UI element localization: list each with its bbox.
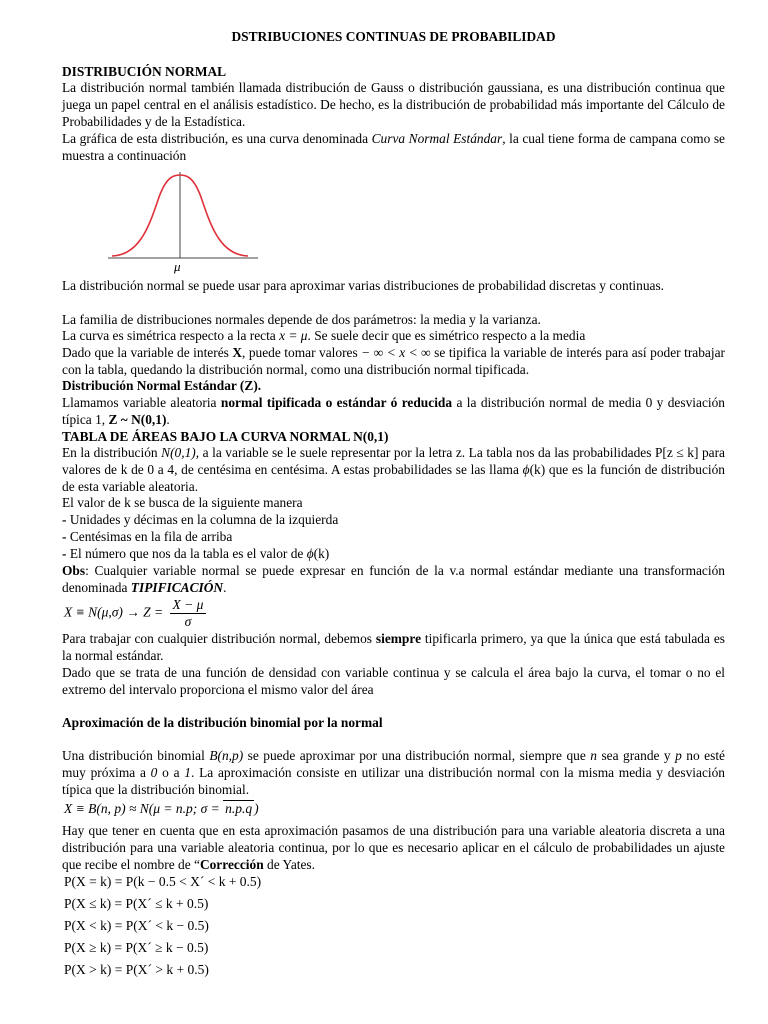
- paragraph-yates-correction: Hay que tener en cuenta que en esta aproximación pasamos de una distribución para una variable aleatoria discreta a una distribución para una variable aleatoria continua, por lo que es necesario aplicar en el cálculo de probabilidades un ajuste que recibe el nombre de “Corrección de Yates.: [62, 823, 725, 872]
- paragraph-variable-of-interest: Dado que la variable de interés X, puede tomar valores − ∞ < x < ∞ se tipifica la variable de interés para así poder trabajar con la tabla, quedando la distribución normal, como una distribución normal tipificada.: [62, 345, 725, 377]
- paragraph-observation: Obs: Cualquier variable normal se puede expresar en función de la v.a normal estándar mediante una transformación denominada TIPIFICACIÓN.: [62, 563, 725, 595]
- formula-yates-greater-equal: P(X ≥ k) = P(X´ ≥ k − 0.5): [64, 940, 209, 955]
- paragraph-continuous-area: Dado que se trata de una función de densidad con variable continua y se calcula el área bajo la curva, el tomar o no el extremo del intervalo proporciona el mismo valor del área: [62, 665, 725, 697]
- list-item-units: - Unidades y décimas en la columna de la izquierda: [62, 512, 339, 527]
- paragraph-parameters: La familia de distribuciones normales depende de dos parámetros: la media y la varianza.: [62, 312, 541, 327]
- section-heading-normal: DISTRIBUCIÓN NORMAL: [62, 64, 227, 79]
- normal-bell-curve-figure: [108, 170, 258, 274]
- paragraph-always-standardize: Para trabajar con cualquier distribución normal, debemos siempre tipificarla primero, ya que la única que está tabulada es la normal estándar.: [62, 631, 725, 663]
- paragraph-approximation-use: La distribución normal se puede usar para aproximar varias distribuciones de probabilidad discretas y continuas.: [62, 278, 665, 293]
- section-heading-binomial-approximation: Aproximación de la distribución binomial por la normal: [62, 715, 383, 730]
- section-heading-area-table: TABLA DE ÁREAS BAJO LA CURVA NORMAL N(0,1): [62, 429, 389, 444]
- sqrt-npq: n.p.q: [225, 801, 253, 816]
- paragraph-normal-intro: La distribución normal también llamada distribución de Gauss o distribución gaussiana, es una distribución continua que juega un papel central en el análisis estadístico. De hecho, es la distribución de probabilidad más importante del Cálculo de Probabilidades y de la Estadística.: [62, 80, 725, 129]
- paragraph-table-description: En la distribución N(0,1), a la variable se le suele representar por la letra z. La tabla nos da las probabilidades P[z ≤ k] para valores de k de 0 a 4, de centésima en centésima. A estas probabilidades se las llama ϕ(k) que es la función de distribución de esta variable aleatoria.: [62, 445, 725, 494]
- section-heading-standard-normal: Distribución Normal Estándar (Z).: [62, 378, 262, 393]
- formula-fraction: $\frac{X - \mu}{\sigma}$: [170, 597, 207, 630]
- mu-label: μ: [174, 259, 181, 274]
- paragraph-symmetry: La curva es simétrica respecto a la recta x = μ. Se suele decir que es simétrico respecto a la media: [62, 328, 586, 343]
- paragraph-standard-definition: Llamamos variable aleatoria normal tipificada o estándar ó reducida a la distribución normal de media 0 y desviación típica 1, Z ~ N(0,1).: [62, 395, 725, 427]
- formula-binomial-approximation: X ≡ B(n, p) ≈ N(μ = n.p; σ = n.p.q ): [64, 801, 259, 816]
- page-title: DSTRIBUCIONES CONTINUAS DE PROBABILIDAD: [231, 29, 556, 44]
- paragraph-binomial-conditions: Una distribución binomial B(n,p) se puede aproximar por una distribución normal, siempre que n sea grande y p no esté muy próxima a 0 o a 1. La aproximación consiste en utilizar una distribución normal con la misma media y desviación típica que la distribución binomial.: [62, 748, 726, 797]
- paragraph-search-method: El valor de k se busca de la siguiente manera: [62, 495, 303, 510]
- list-item-hundredths: - Centésimas en la fila de arriba: [62, 529, 233, 544]
- formula-standardization: X ≡ N(μ,σ) → Z = $\frac{X - \mu}{\sigma}$: [64, 597, 206, 630]
- list-item-table-value: - El número que nos da la tabla es el valor de ϕ(k): [62, 546, 330, 561]
- paragraph-curve-description: La gráfica de esta distribución, es una curva denominada Curva Normal Estándar, la cual tiene forma de campana como se muestra a continuación: [62, 131, 725, 163]
- formula-yates-less: P(X < k) = P(X´ < k − 0.5): [64, 918, 209, 933]
- formula-yates-less-equal: P(X ≤ k) = P(X´ ≤ k + 0.5): [64, 896, 209, 911]
- formula-yates-greater: P(X > k) = P(X´ > k + 0.5): [64, 962, 209, 977]
- formula-yates-equal: P(X = k) = P(k − 0.5 < X´ < k + 0.5): [64, 874, 262, 889]
